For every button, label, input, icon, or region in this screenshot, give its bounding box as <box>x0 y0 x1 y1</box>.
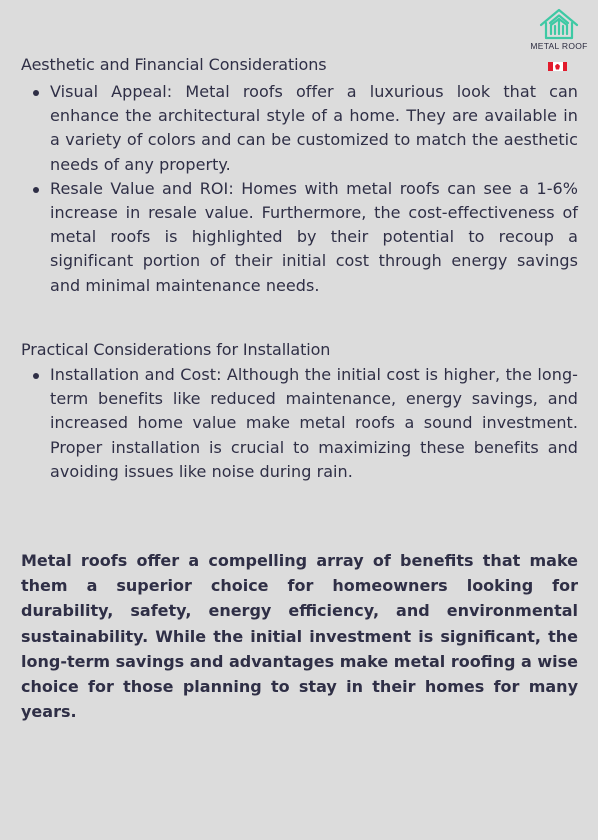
brand-name: METAL ROOF <box>530 41 588 51</box>
list-item-text: Visual Appeal: Metal roofs offer a luxurious look that can enhance the architectural style of a home. They are available in a variety of colors and can be customized to match the aesthetic needs of any property. <box>50 82 578 174</box>
list-item-text: Resale Value and ROI: Homes with metal roofs can see a 1-6% increase in resale value. Furthermore, the cost-effectiveness of metal roofs is highlighted by their potential to recoup a significant portion of their initial cost through energy savings and minimal maintenance needs. <box>50 178 578 295</box>
list-item <box>24 80 578 177</box>
list-item <box>24 363 578 484</box>
bullet-icon <box>33 90 39 96</box>
section-heading-installation: Practical Considerations for Installation <box>21 340 331 359</box>
house-roof-icon <box>539 8 579 40</box>
canada-flag-icon <box>548 62 567 71</box>
bullet-icon <box>33 373 39 379</box>
aesthetic-list <box>24 80 578 298</box>
brand-logo <box>524 8 594 51</box>
bullet-icon <box>33 187 39 193</box>
installation-list <box>24 363 578 484</box>
list-item-text: Installation and Cost: Although the initial cost is higher, the long-term benefits like reduced maintenance, energy savings, and increased home value make metal roofs a sound investment. Proper installation is crucial to maximizing these benefits and avoiding issues like noise during rain. <box>50 365 578 481</box>
list-item <box>24 177 578 298</box>
conclusion-paragraph: Metal roofs offer a compelling array of benefits that make them a superior choice for homeowners looking for durability, safety, energy efficiency, and environmental sustainability. While the initial investment is significant, the long-term savings and advantages make metal roofing a wise choice for those planning to stay in their homes for many years. <box>21 551 578 722</box>
section-heading-aesthetic: Aesthetic and Financial Considerations <box>21 55 327 74</box>
